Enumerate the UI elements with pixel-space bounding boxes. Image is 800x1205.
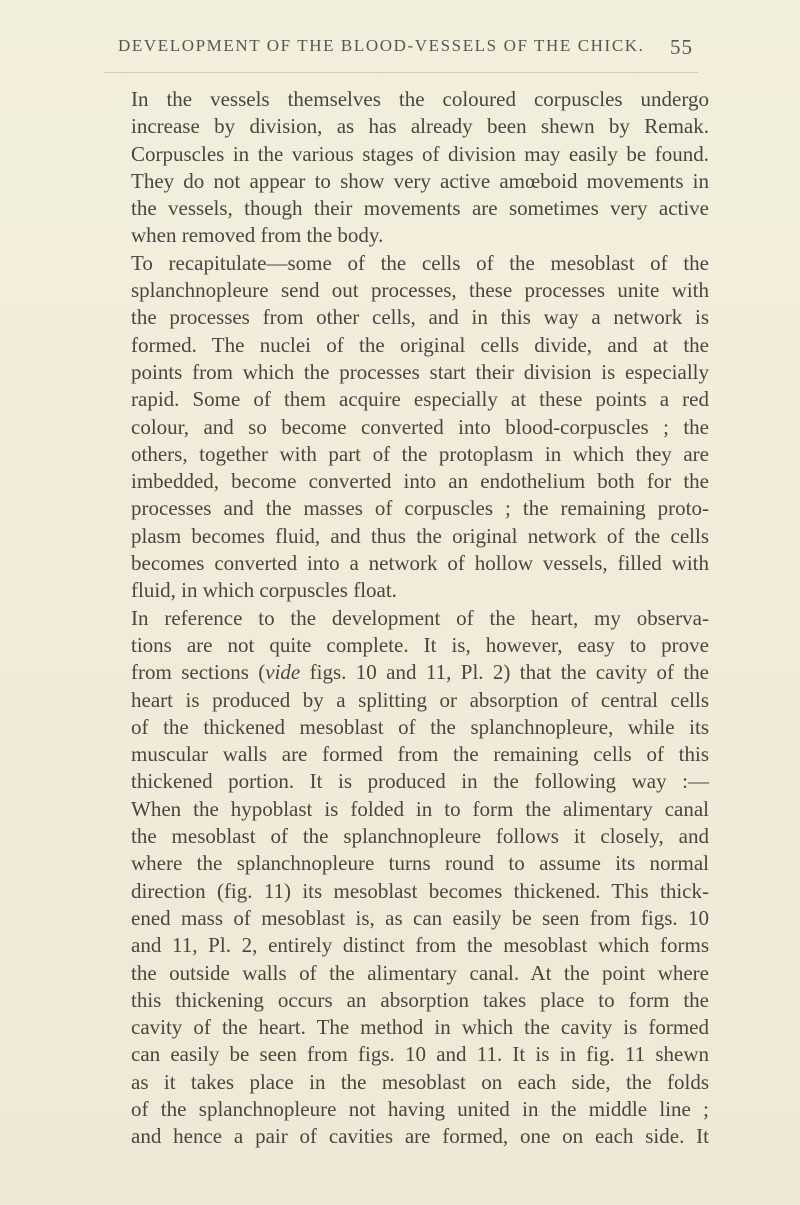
running-head-title: DEVELOPMENT OF THE BLOOD-VESSELS OF THE CHICK. bbox=[118, 36, 645, 55]
text-line: To recapitulate—some of the cells of the mesoblast of the bbox=[131, 250, 709, 275]
text-line: where the splanchnopleure turns round to assume its normal bbox=[131, 851, 709, 876]
text-line: the mesoblast of the splanchnopleure follows it closely, and bbox=[131, 824, 709, 849]
text-line: processes and the masses of corpuscles ; the remaining proto- bbox=[131, 496, 709, 521]
text-line: can easily be seen from figs. 10 and 11. It is in fig. 11 shewn bbox=[131, 1042, 709, 1067]
text-line: imbedded, become converted into an endothelium both for the bbox=[131, 469, 709, 494]
text-line: thickened portion. It is produced in the following way :— bbox=[131, 769, 709, 794]
running-head bbox=[0, 36, 800, 60]
text-line: becomes converted into a network of hollow vessels, filled with bbox=[131, 551, 709, 576]
italic-word: vide bbox=[265, 660, 301, 685]
text-fragment: from sections ( bbox=[131, 660, 266, 685]
text-line: In the vessels themselves the coloured corpuscles undergo bbox=[131, 87, 709, 111]
text-line: heart is produced by a splitting or absorption of central cells bbox=[131, 687, 709, 712]
text-line: and hence a pair of cavities are formed, one on each side. It bbox=[131, 1124, 709, 1149]
text-line: and 11, Pl. 2, entirely distinct from the mesoblast which forms bbox=[131, 933, 709, 958]
text-line: formed. The nuclei of the original cells divide, and at the bbox=[131, 332, 709, 357]
text-line: fluid, in which corpuscles float. bbox=[131, 578, 397, 603]
text-line: rapid. Some of them acquire especially at these points a red bbox=[131, 387, 709, 412]
text-line: muscular walls are formed from the remaining cells of this bbox=[131, 742, 709, 767]
text-line: as it takes place in the mesoblast on each side, the folds bbox=[131, 1069, 709, 1094]
text-line: this thickening occurs an absorption takes place to form the bbox=[131, 987, 709, 1012]
body-text bbox=[131, 86, 709, 1151]
text-line: splanchnopleure send out processes, these processes unite with bbox=[131, 278, 709, 303]
text-line: cavity of the heart. The method in which the cavity is formed bbox=[131, 1015, 709, 1040]
text-line: When the hypoblast is folded in to form the alimentary canal bbox=[131, 796, 709, 821]
text-line: direction (fig. 11) its mesoblast becomes thickened. This thick- bbox=[131, 878, 709, 903]
text-line: In reference to the development of the heart, my observa- bbox=[131, 605, 709, 630]
text-line: of the thickened mesoblast of the splanchnopleure, while its bbox=[131, 714, 709, 739]
text-line: the vessels, though their movements are sometimes very active bbox=[131, 196, 709, 221]
text-line: points from which the processes start their division is especially bbox=[131, 359, 709, 384]
text-line: the outside walls of the alimentary canal. At the point where bbox=[131, 960, 709, 985]
text-line: others, together with part of the protoplasm in which they are bbox=[131, 441, 709, 466]
header-rule bbox=[104, 72, 698, 73]
text-line: increase by division, as has already been shewn by Remak. bbox=[131, 114, 709, 139]
text-line: Corpuscles in the various stages of division may easily be found. bbox=[131, 141, 709, 166]
text-line: ened mass of mesoblast is, as can easily be seen from figs. 10 bbox=[131, 905, 709, 930]
text-line: of the splanchnopleure not having united in the middle line ; bbox=[131, 1096, 709, 1121]
text-line: when removed from the body. bbox=[131, 223, 384, 248]
text-fragment: figs. 10 and 11, Pl. 2) that the cavity of the bbox=[300, 660, 709, 685]
text-line: plasm becomes fluid, and thus the original network of the cells bbox=[131, 523, 709, 548]
text-line: They do not appear to show very active amœboid movements in bbox=[131, 168, 709, 193]
text-line-with-italic bbox=[131, 659, 709, 686]
text-line: colour, and so become converted into blood-corpuscles ; the bbox=[131, 414, 709, 439]
text-line: tions are not quite complete. It is, however, easy to prove bbox=[131, 632, 709, 657]
page-number: 55 bbox=[670, 35, 693, 59]
text-line: the processes from other cells, and in this way a network is bbox=[131, 305, 709, 330]
